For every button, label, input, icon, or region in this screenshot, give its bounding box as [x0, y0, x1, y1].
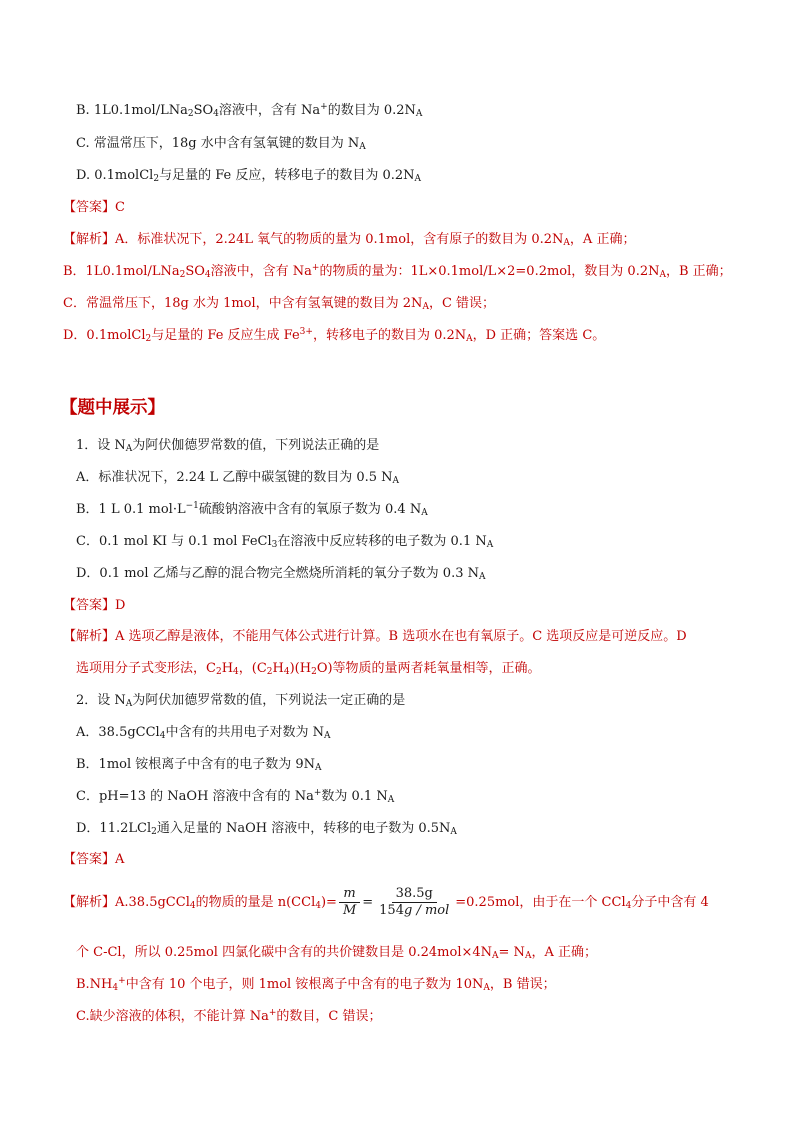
subscript: A [421, 508, 428, 518]
text: 在溶液中反应转移的电子数为 0.1 N [277, 534, 487, 549]
superscript: −1 [185, 501, 199, 511]
subscript: 2 [153, 174, 160, 184]
text: 的数目，C 错误； [276, 1009, 382, 1024]
subscript: A [415, 109, 423, 119]
subscript: A [524, 951, 532, 961]
text: ，B 错误； [489, 977, 556, 992]
text: B．1L0.1mol/LNa [63, 264, 180, 279]
text: A 选项乙醇是液体，不能用气体公式进行计算。B 选项水在也有氧原子。C 选项反应是可逆反应。D [115, 629, 687, 644]
text: 为阿伏加德罗常数的值，下列说法一定正确的是 [132, 693, 406, 708]
text: D．11.2LCl [76, 821, 152, 836]
subscript: 2 [151, 827, 157, 837]
subscript: A [492, 951, 499, 961]
text: )= [320, 895, 337, 910]
q1-explanation-2 [76, 660, 541, 678]
fraction-denominator [375, 903, 453, 919]
text: SO [193, 103, 214, 118]
subscript: A [479, 572, 486, 582]
text: ，转移电子的数目为 0.2N [312, 328, 467, 343]
subscript: A [125, 444, 133, 454]
subscript: A [659, 270, 666, 280]
text: O)等物质的量两者耗氧量相等，正确。 [316, 661, 541, 676]
subscript: A [563, 238, 570, 248]
subscript: 4 [204, 270, 211, 280]
option-d [76, 167, 421, 185]
answer-value: C [115, 200, 125, 215]
text: A.38.5gCCl [115, 895, 190, 910]
explanation-label: 【解析】 [63, 895, 116, 910]
text: A．标准状况下，2.24 L 乙醇中碳氢键的数目为 0.5 N [76, 470, 393, 485]
fraction-m-over-M [339, 886, 360, 919]
subscript: 4 [283, 667, 290, 677]
subscript: 4 [189, 901, 196, 911]
subscript: 2 [215, 667, 222, 677]
subscript: A [466, 334, 473, 344]
fraction-mass-over-molar-mass [375, 886, 453, 919]
text: A．标准状况下，2.24L 氧气的物质的量为 0.1mol，含有原子的数目为 0.2N [115, 232, 564, 247]
option-b [76, 102, 422, 120]
text: D. 0.1molCl [76, 168, 154, 183]
q2-stem [76, 692, 405, 710]
explanation-line-2 [63, 263, 732, 281]
text: ，C 错误； [428, 296, 496, 311]
subscript: 2 [145, 334, 152, 344]
text: B．1 L 0.1 mol·L [76, 502, 186, 517]
answer-value: A [115, 852, 125, 867]
subscript: 2 [187, 109, 194, 119]
text: 的物质的量是 n(CCl [195, 895, 316, 910]
superscript: 3+ [299, 327, 313, 337]
text: H [272, 661, 284, 676]
q1-explanation-1 [63, 628, 687, 646]
subscript: A [125, 699, 133, 709]
text: 中含有的共用电子对数为 N [165, 725, 324, 740]
text: 个 C-Cl，所以 0.25mol 四氯化碳中含有的共价键数目是 0.24mol×4N [76, 945, 493, 960]
text: 与足量的 Fe 反应，转移电子的数目为 0.2N [159, 168, 415, 183]
q1-option-d [76, 565, 486, 583]
subscript: A [414, 174, 422, 184]
text: =0.25mol，由于在一个 CCl [455, 895, 626, 910]
superscript: + [118, 976, 126, 986]
text: 通入足量的 NaOH 溶液中，转移的电子数为 0.5N [156, 821, 451, 836]
text: 溶液中，含有 Na [210, 264, 312, 279]
subscript: 4 [315, 901, 321, 911]
subscript: A [483, 983, 490, 993]
text: ，B 正确； [665, 264, 732, 279]
subscript: A [422, 302, 429, 312]
q1-option-a [76, 469, 399, 487]
subscript: A [387, 795, 395, 805]
text: 的数目为 0.2N [327, 103, 416, 118]
text: 分子中含有 4 [631, 895, 709, 910]
subscript: A [450, 827, 457, 837]
fraction-numerator: m [339, 886, 359, 903]
q2-option-a [76, 724, 330, 742]
text: B.NH [76, 977, 113, 992]
answer-label: 【答案】 [63, 200, 116, 215]
q2-explanation-4 [76, 1008, 382, 1026]
explanation-label: 【解析】 [63, 629, 116, 644]
text: C. 常温常压下，18g 水中含有氢氧键的数目为 N [76, 136, 360, 151]
text: = N [498, 945, 525, 960]
text: 与足量的 Fe 反应生成 Fe [151, 328, 300, 343]
subscript: 2 [266, 667, 273, 677]
text: 为阿伏伽德罗常数的值，下列说法正确的是 [132, 438, 380, 453]
subscript: 4 [213, 109, 219, 119]
subscript: 3 [271, 540, 278, 550]
text: D．0.1 mol 乙烯与乙醇的混合物完全燃烧所消耗的氧分子数为 0.3 N [76, 566, 479, 581]
subscript: 2 [179, 270, 186, 280]
superscript: + [268, 1008, 277, 1018]
text: 2．设 N [76, 693, 126, 708]
answer-label: 【答案】 [63, 852, 116, 867]
text: C．常温常压下，18g 水为 1mol，中含有氢氧键的数目为 2N [63, 296, 423, 311]
answer-line [63, 199, 125, 217]
answer-value: D [115, 598, 126, 613]
text: B．1mol 铵根离子中含有的电子数为 9N [76, 757, 316, 772]
text: 数为 0.1 N [321, 789, 388, 804]
subscript: A [323, 731, 331, 741]
explanation-line-3 [63, 295, 495, 313]
subscript: 4 [159, 731, 166, 741]
text: B. 1L0.1mol/LNa [76, 103, 188, 118]
subscript: A [392, 476, 400, 486]
explanation-line-4 [63, 327, 605, 345]
text: ，(C [238, 661, 267, 676]
subscript: 4 [112, 983, 119, 993]
explanation-label: 【解析】 [63, 232, 116, 247]
q1-stem [76, 437, 379, 455]
superscript: + [320, 102, 328, 112]
equals-sign: = [362, 895, 374, 910]
q1-option-c [76, 533, 493, 551]
text: )(H [289, 661, 312, 676]
text: 1．设 N [76, 438, 126, 453]
subscript: 4 [625, 901, 632, 911]
fraction-numerator: 38.5g [392, 886, 437, 903]
text: H [221, 661, 234, 676]
section-title: 【题中展示】 [60, 398, 165, 418]
q2-explanation-3 [76, 976, 556, 994]
q2-option-d [76, 820, 457, 838]
text: ，D 正确；答案选 C。 [472, 328, 606, 343]
q2-explanation-1 [63, 886, 709, 920]
text: 硫酸钠溶液中含有的氧原子数为 0.4 N [198, 502, 422, 517]
subscript: A [359, 142, 366, 152]
superscript: + [313, 788, 322, 798]
text: C.缺少溶液的体积，不能计算 Na [76, 1009, 269, 1024]
q2-explanation-2 [76, 944, 597, 962]
subscript: 4 [233, 667, 239, 677]
text: 的物质的量为：1L×0.1mol/L×2=0.2mol，数目为 0.2N [319, 264, 660, 279]
q2-option-c [76, 788, 394, 806]
q1-option-b [76, 501, 428, 519]
fraction-denominator: M [342, 903, 357, 918]
q1-answer [63, 597, 125, 615]
q2-answer [63, 851, 124, 869]
option-c [76, 135, 366, 153]
text: 中含有 10 个电子，则 1mol 铵根离子中含有的电子数为 10N [125, 977, 484, 992]
explanation-line-1 [63, 231, 635, 249]
answer-label: 【答案】 [63, 598, 116, 613]
subscript: 2 [311, 667, 317, 677]
text: SO [185, 264, 205, 279]
text: ，A 正确； [531, 945, 597, 960]
subscript: A [315, 763, 322, 773]
superscript: + [311, 263, 320, 273]
text: C．pH=13 的 NaOH 溶液中含有的 Na [76, 789, 314, 804]
text: 选项用分子式变形法，C [76, 661, 216, 676]
text: 溶液中，含有 Na [218, 103, 321, 118]
text: ，A 正确； [569, 232, 636, 247]
q2-option-b [76, 756, 322, 774]
text: D．0.1molCl [63, 328, 146, 343]
subscript: A [486, 540, 494, 550]
text: g / mol [403, 903, 450, 918]
text: 154 [379, 903, 404, 918]
text: A．38.5gCCl [76, 725, 160, 740]
text: C．0.1 mol KI 与 0.1 mol FeCl [76, 534, 272, 549]
